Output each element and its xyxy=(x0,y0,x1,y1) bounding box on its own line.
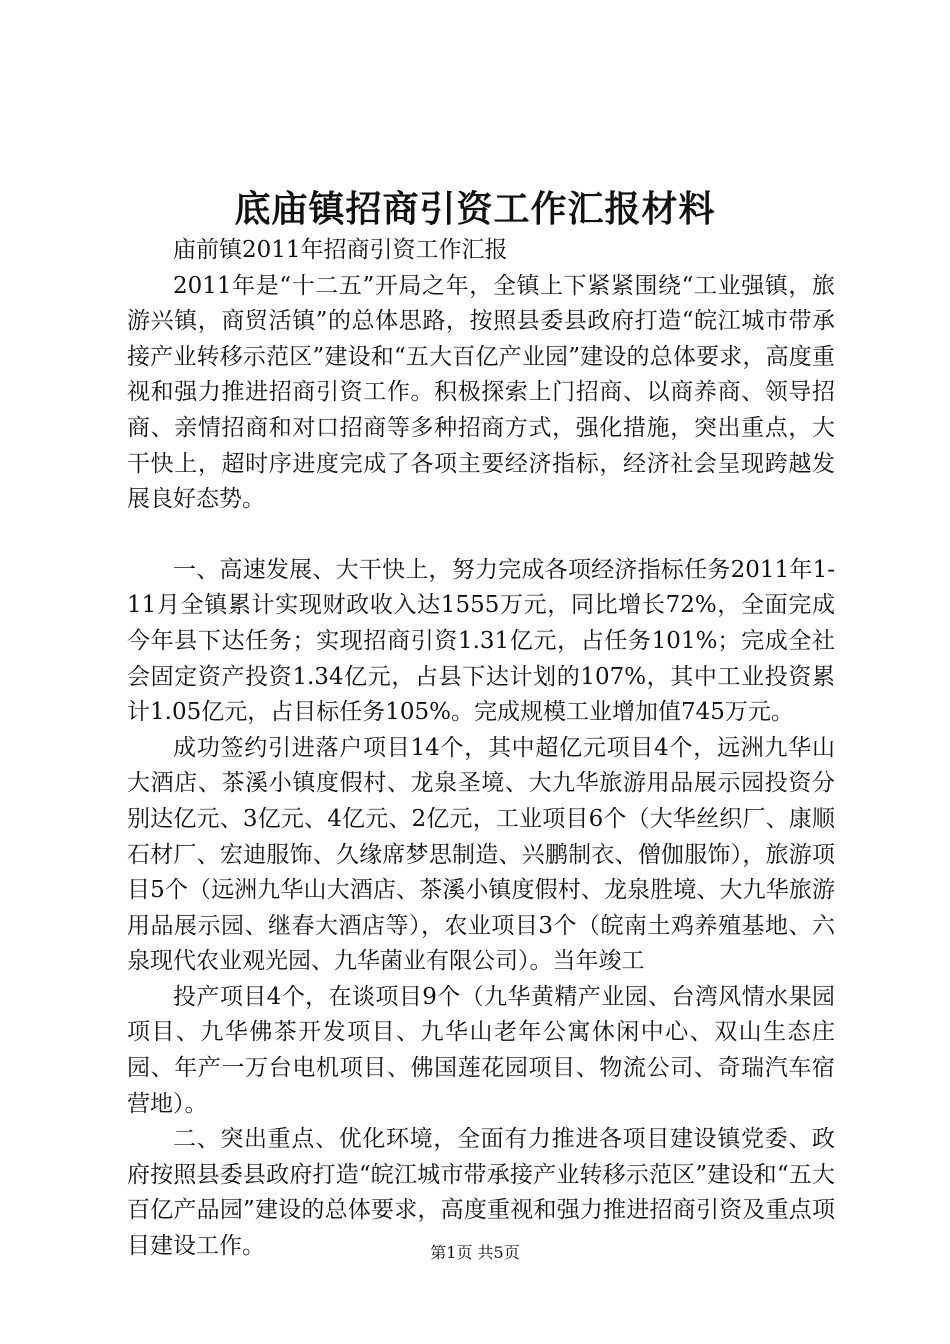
paragraph-section-one: 一、高速发展、大干快上，努力完成各项经济指标任务2011年1-11月全镇累计实现财政收入达1555万元，同比增长72%，全面完成今年县下达任务；实现招商引资1.31亿元，占任务101%；完成全社会固定资产投资1.34亿元，占县下达计划的107%，其中工业投资累计1.05亿元，占目标任务105%。完成规模工业增加值745万元。 xyxy=(127,556,835,726)
document-body xyxy=(127,233,835,1265)
page-number-footer: 第1页 共5页 xyxy=(430,1243,520,1262)
paragraph-section-two: 二、突出重点、优化环境，全面有力推进各项目建设镇党委、政府按照县委县政府打造“皖江城市带承接产业转移示范区”建设和“五大百亿产品园”建设的总体要求，高度重视和强力推进招商引资及重点项目建设工作。 xyxy=(127,1126,835,1260)
paragraph-intro: 2011年是“十二五”开局之年，全镇上下紧紧围绕“工业强镇，旅游兴镇，商贸活镇”的总体思路，按照县委县政府打造“皖江城市带承接产业转移示范区”建设和“五大百亿产业园”建设的总体要求，高度重视和强力推进招商引资工作。积极探索上门招商、以商养商、领导招商、亲情招商和对口招商等多种招商方式，强化措施，突出重点，大干快上，超时序进度完成了各项主要经济指标，经济社会呈现跨越发展良好态势。 xyxy=(127,272,835,513)
paragraph-subtitle: 庙前镇2011年招商引资工作汇报 xyxy=(173,237,508,263)
paragraph-projects: 成功签约引进落户项目14个，其中超亿元项目4个，远洲九华山大酒店、茶溪小镇度假村、龙泉圣境、大九华旅游用品展示园投资分别达亿元、3亿元、4亿元、2亿元，工业项目6个（大华丝织厂、康顺石材厂、宏迪服饰、久缘席梦思制造、兴鹏制衣、僧伽服饰），旅游项目5个（远洲九华山大酒店、茶溪小镇度假村、龙泉胜境、大九华旅游用品展示园、继春大酒店等），农业项目3个（皖南土鸡养殖基地、六泉现代农业观光园、九华菌业有限公司）。当年竣工 xyxy=(127,734,835,975)
document-title: 底庙镇招商引资工作汇报材料 xyxy=(234,188,716,230)
paragraph-projects-continued: 投产项目4个，在谈项目9个（九华黄精产业园、台湾风情水果园项目、九华佛茶开发项目、九华山老年公寓休闲中心、双山生态庄园、年产一万台电机项目、佛国莲花园项目、物流公司、奇瑞汽车宿营地）。 xyxy=(127,983,835,1117)
